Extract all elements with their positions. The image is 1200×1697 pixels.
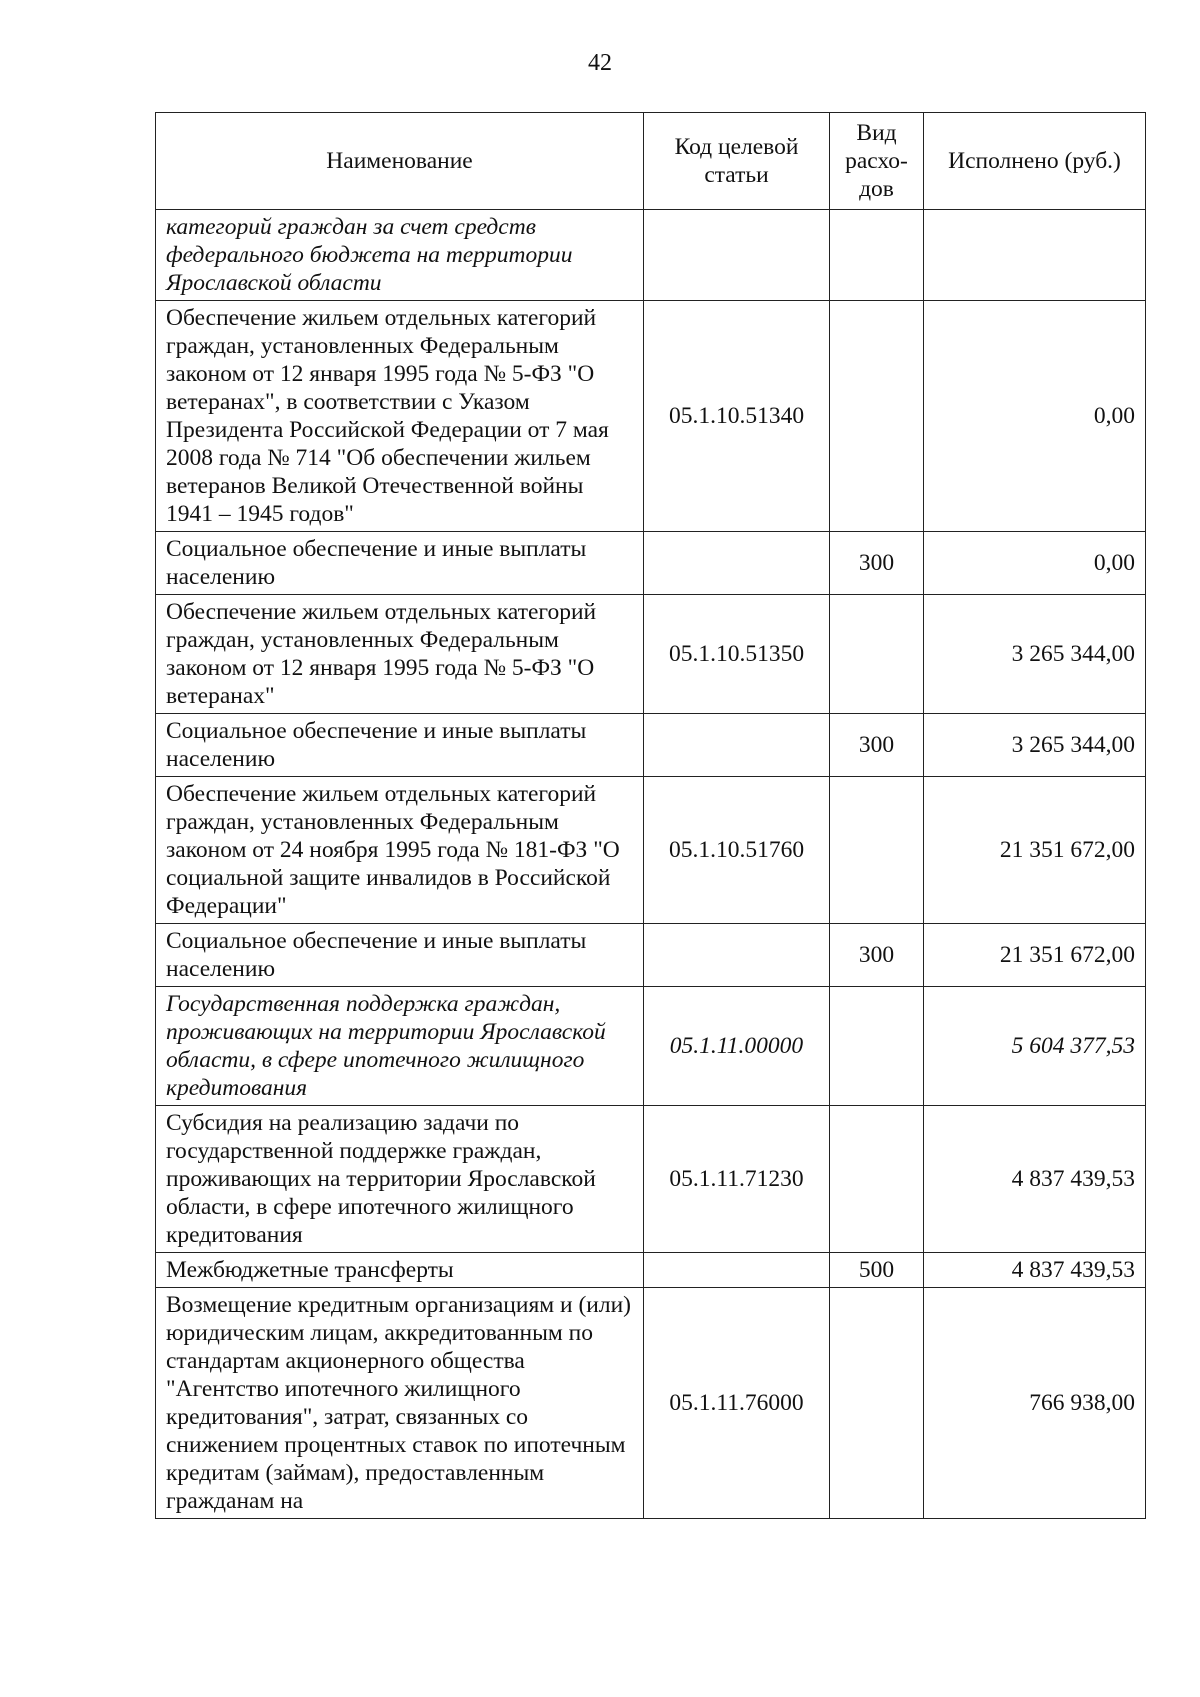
cell-code: 05.1.11.71230 xyxy=(644,1106,830,1253)
cell-type: 500 xyxy=(830,1253,924,1288)
table-row xyxy=(156,714,1146,777)
cell-name: Социальное обеспечение и иные выплаты населению xyxy=(156,714,644,777)
table-row xyxy=(156,301,1146,532)
cell-name: Государственная поддержка граждан, проживающих на территории Ярославской области, в сфере ипотечного жилищного кредитования xyxy=(156,987,644,1106)
table-row xyxy=(156,532,1146,595)
cell-sum: 21 351 672,00 xyxy=(924,924,1146,987)
cell-type: 300 xyxy=(830,714,924,777)
cell-name: Межбюджетные трансферты xyxy=(156,1253,644,1288)
cell-type xyxy=(830,301,924,532)
cell-name: Обеспечение жильем отдельных категорий граждан, установленных Федеральным законом от 12 января 1995 года № 5-ФЗ "О ветеранах", в соответствии с Указом Президента Российской Федерации от 7 мая 2008 года № 714 "Об обеспечении жильем ветеранов Великой Отечественной войны 1941 – 1945 годов" xyxy=(156,301,644,532)
cell-type: 300 xyxy=(830,924,924,987)
cell-name: Социальное обеспечение и иные выплаты населению xyxy=(156,532,644,595)
table-row xyxy=(156,777,1146,924)
cell-sum: 4 837 439,53 xyxy=(924,1253,1146,1288)
table-row xyxy=(156,987,1146,1106)
table-header-row xyxy=(156,113,1146,210)
cell-sum: 5 604 377,53 xyxy=(924,987,1146,1106)
cell-code: 05.1.11.00000 xyxy=(644,987,830,1106)
cell-type xyxy=(830,210,924,301)
cell-code: 05.1.10.51340 xyxy=(644,301,830,532)
cell-sum: 0,00 xyxy=(924,301,1146,532)
table-row xyxy=(156,1288,1146,1519)
cell-sum: 3 265 344,00 xyxy=(924,595,1146,714)
header-code: Код целевой статьи xyxy=(644,113,830,210)
cell-sum: 0,00 xyxy=(924,532,1146,595)
cell-sum: 3 265 344,00 xyxy=(924,714,1146,777)
header-name: Наименование xyxy=(156,113,644,210)
cell-name: Обеспечение жильем отдельных категорий граждан, установленных Федеральным законом от 12 января 1995 года № 5-ФЗ "О ветеранах" xyxy=(156,595,644,714)
header-type: Вид расхо-дов xyxy=(830,113,924,210)
cell-type xyxy=(830,1106,924,1253)
page-number: 42 xyxy=(588,50,612,76)
cell-type: 300 xyxy=(830,532,924,595)
cell-type xyxy=(830,777,924,924)
cell-type xyxy=(830,595,924,714)
table-row xyxy=(156,210,1146,301)
cell-code xyxy=(644,924,830,987)
table-row xyxy=(156,1106,1146,1253)
table-row xyxy=(156,1253,1146,1288)
cell-sum: 766 938,00 xyxy=(924,1288,1146,1519)
cell-name: Субсидия на реализацию задачи по государственной поддержке граждан, проживающих на территории Ярославской области, в сфере ипотечного жилищного кредитования xyxy=(156,1106,644,1253)
budget-execution-table xyxy=(155,112,1146,1519)
table-row xyxy=(156,924,1146,987)
cell-name: Социальное обеспечение и иные выплаты населению xyxy=(156,924,644,987)
cell-code: 05.1.11.76000 xyxy=(644,1288,830,1519)
table-row xyxy=(156,595,1146,714)
cell-code: 05.1.10.51350 xyxy=(644,595,830,714)
cell-code xyxy=(644,1253,830,1288)
cell-code xyxy=(644,714,830,777)
cell-code xyxy=(644,210,830,301)
header-sum: Исполнено (руб.) xyxy=(924,113,1146,210)
cell-name: Обеспечение жильем отдельных категорий граждан, установленных Федеральным законом от 24 ноября 1995 года № 181-ФЗ "О социальной защите инвалидов в Российской Федерации" xyxy=(156,777,644,924)
cell-sum: 4 837 439,53 xyxy=(924,1106,1146,1253)
cell-type xyxy=(830,987,924,1106)
cell-sum xyxy=(924,210,1146,301)
cell-name: категорий граждан за счет средств федерального бюджета на территории Ярославской области xyxy=(156,210,644,301)
cell-code: 05.1.10.51760 xyxy=(644,777,830,924)
cell-sum: 21 351 672,00 xyxy=(924,777,1146,924)
cell-type xyxy=(830,1288,924,1519)
cell-code xyxy=(644,532,830,595)
cell-name: Возмещение кредитным организациям и (или) юридическим лицам, аккредитованным по стандартам акционерного общества "Агентство ипотечного жилищного кредитования", затрат, связанных со снижением процентных ставок по ипотечным кредитам (займам), предоставленным гражданам на xyxy=(156,1288,644,1519)
